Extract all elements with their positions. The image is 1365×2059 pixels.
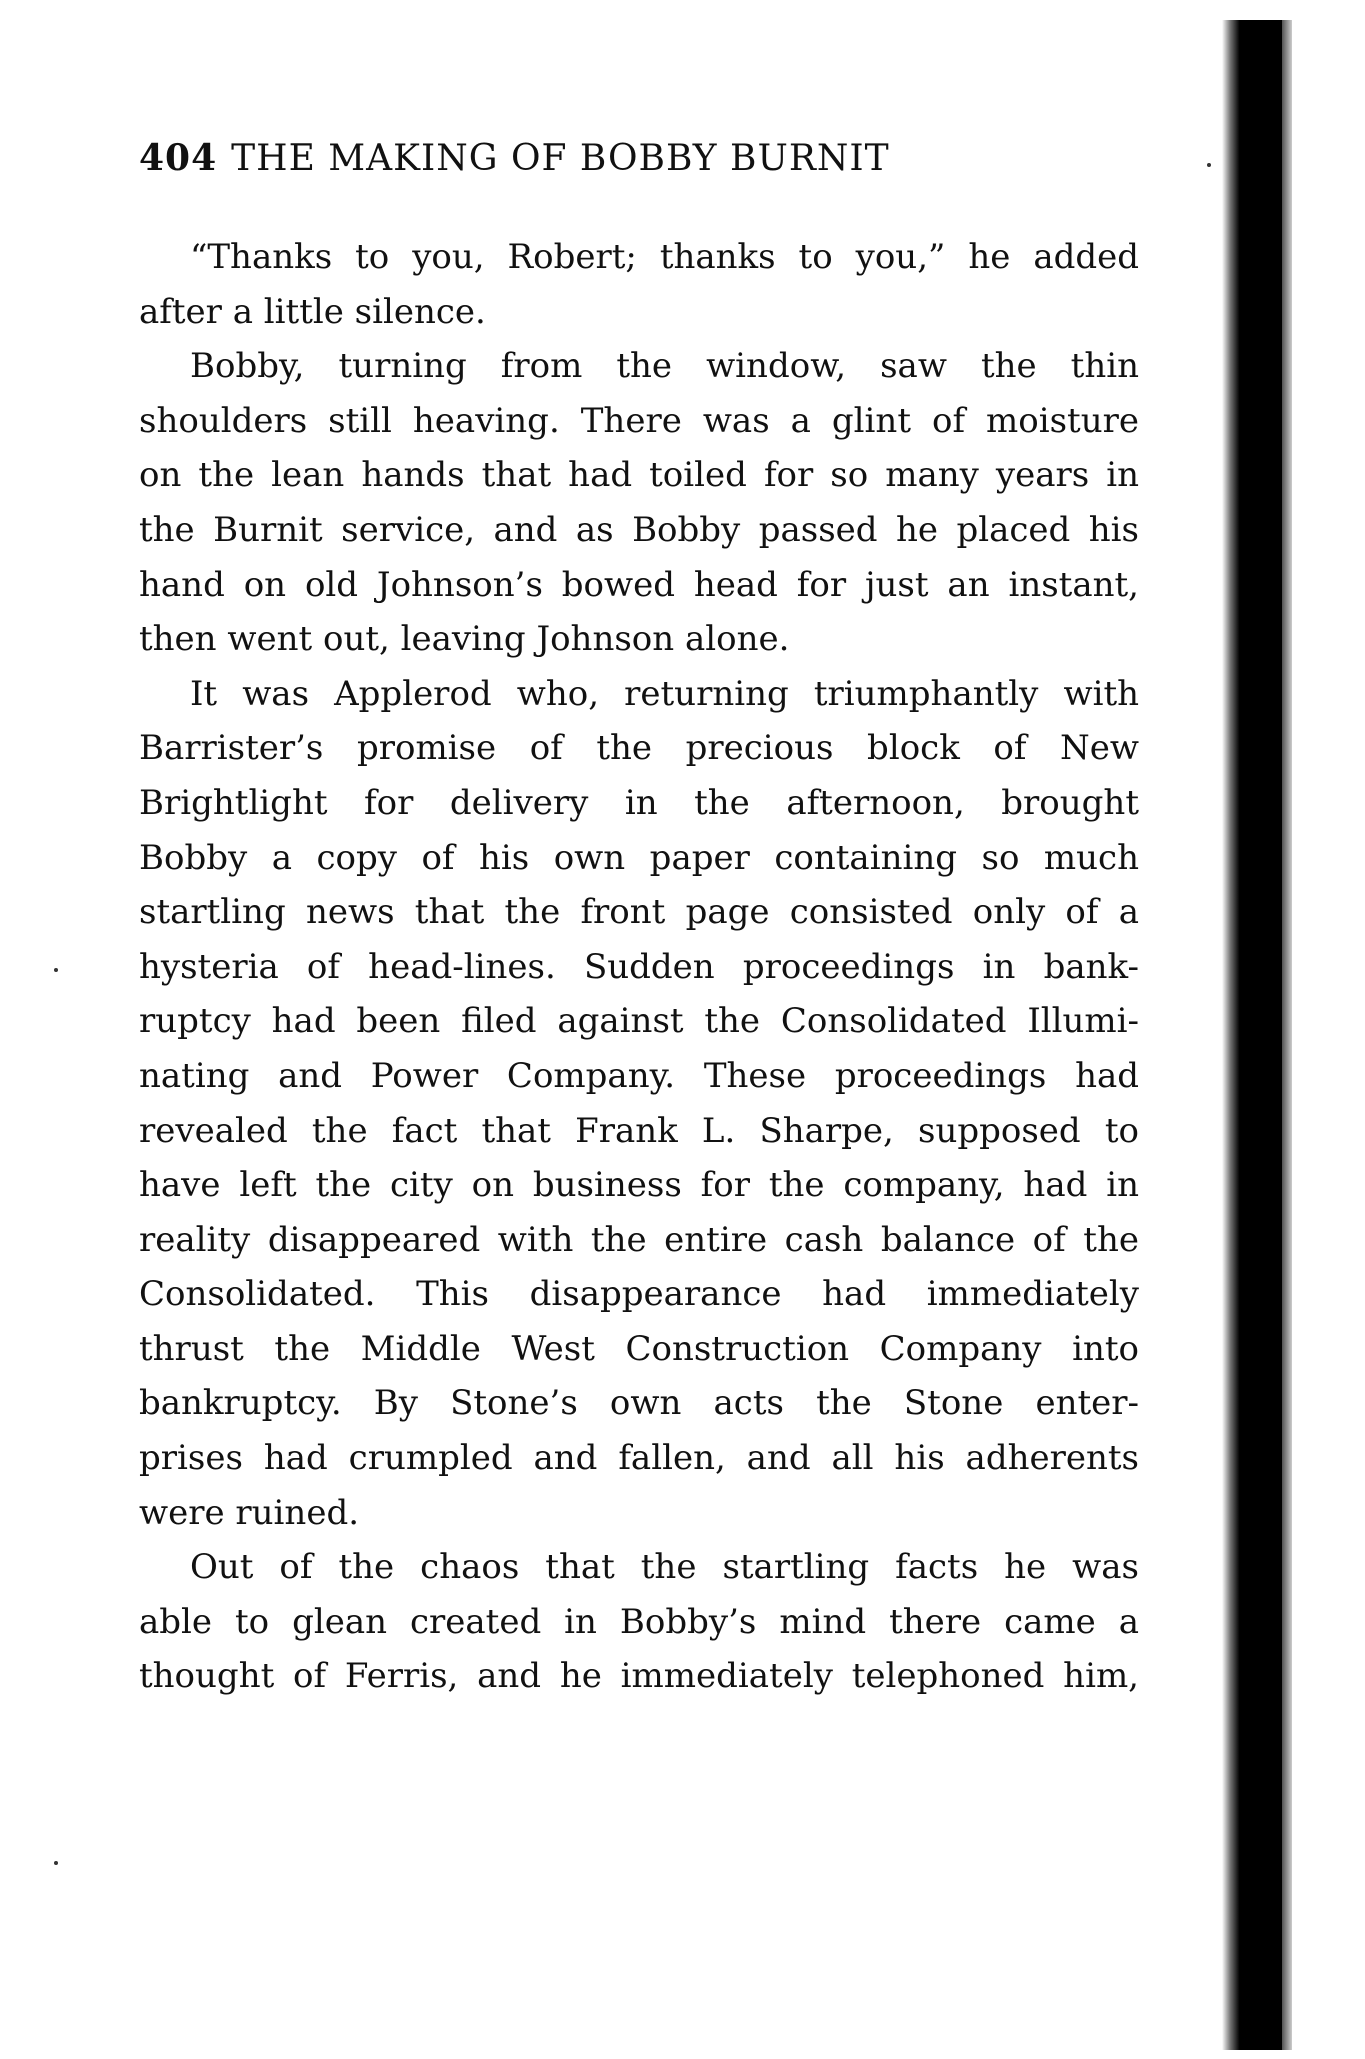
text-line: reality disappeared with the entire cash balance of the	[139, 1219, 1139, 1260]
page-number: 404	[139, 137, 218, 179]
paper-speck	[54, 1861, 58, 1865]
text-line: Barrister’s promise of the precious block of New	[139, 728, 1139, 769]
text-line: able to glean created in Bobby’s mind there came a	[139, 1601, 1139, 1642]
text-line: It was Applerod who, returning triumphantly with	[190, 673, 1139, 714]
text-line: hand on old Johnson’s bowed head for just an instant,	[139, 564, 1139, 605]
text-line: have left the city on business for the company, had in	[139, 1165, 1139, 1206]
text-line: thought of Ferris, and he immediately telephoned him,	[139, 1656, 1139, 1697]
body-text	[139, 230, 1139, 1704]
text-line: then went out, leaving Johnson alone.	[139, 619, 790, 660]
running-head-title: THE MAKING OF BOBBY BURNIT	[231, 138, 890, 179]
text-line: hysteria of head-lines. Sudden proceedings in bank-	[139, 946, 1139, 987]
text-line: Out of the chaos that the startling facts he was	[190, 1547, 1139, 1588]
running-head	[139, 133, 1139, 184]
paragraph	[139, 1540, 1139, 1704]
text-line: Bobby, turning from the window, saw the thin	[190, 346, 1139, 387]
text-line: Brightlight for delivery in the afternoon, brought	[139, 782, 1139, 823]
text-line: prises had crumpled and fallen, and all his adherents	[139, 1438, 1139, 1479]
text-line: revealed the fact that Frank L. Sharpe, supposed to	[139, 1110, 1139, 1151]
text-line: “Thanks to you, Robert; thanks to you,” he added	[190, 237, 1139, 277]
text-line: nating and Power Company. These proceedings had	[139, 1055, 1139, 1096]
text-line: thrust the Middle West Construction Company into	[139, 1328, 1139, 1369]
text-line: on the lean hands that had toiled for so many years in	[139, 455, 1139, 496]
text-line: were ruined.	[139, 1492, 360, 1533]
text-line: shoulders still heaving. There was a glint of moisture	[139, 400, 1139, 441]
paper-speck	[54, 968, 58, 972]
text-line: the Burnit service, and as Bobby passed he placed his	[139, 509, 1139, 550]
text-line: startling news that the front page consisted only of a	[139, 892, 1139, 933]
binding-gutter	[1240, 20, 1282, 2050]
text-line: ruptcy had been filed against the Consolidated Illumi-	[139, 1001, 1139, 1042]
text-line: Consolidated. This disappearance had immediately	[139, 1274, 1139, 1315]
paragraph	[139, 667, 1139, 1541]
paragraph	[139, 230, 1139, 339]
paragraph	[139, 339, 1139, 667]
text-line: bankruptcy. By Stone’s own acts the Stone enter-	[139, 1383, 1139, 1424]
text-line: after a little silence.	[139, 291, 486, 332]
paper-speck	[1207, 163, 1211, 167]
text-line: Bobby a copy of his own paper containing so much	[139, 837, 1139, 878]
